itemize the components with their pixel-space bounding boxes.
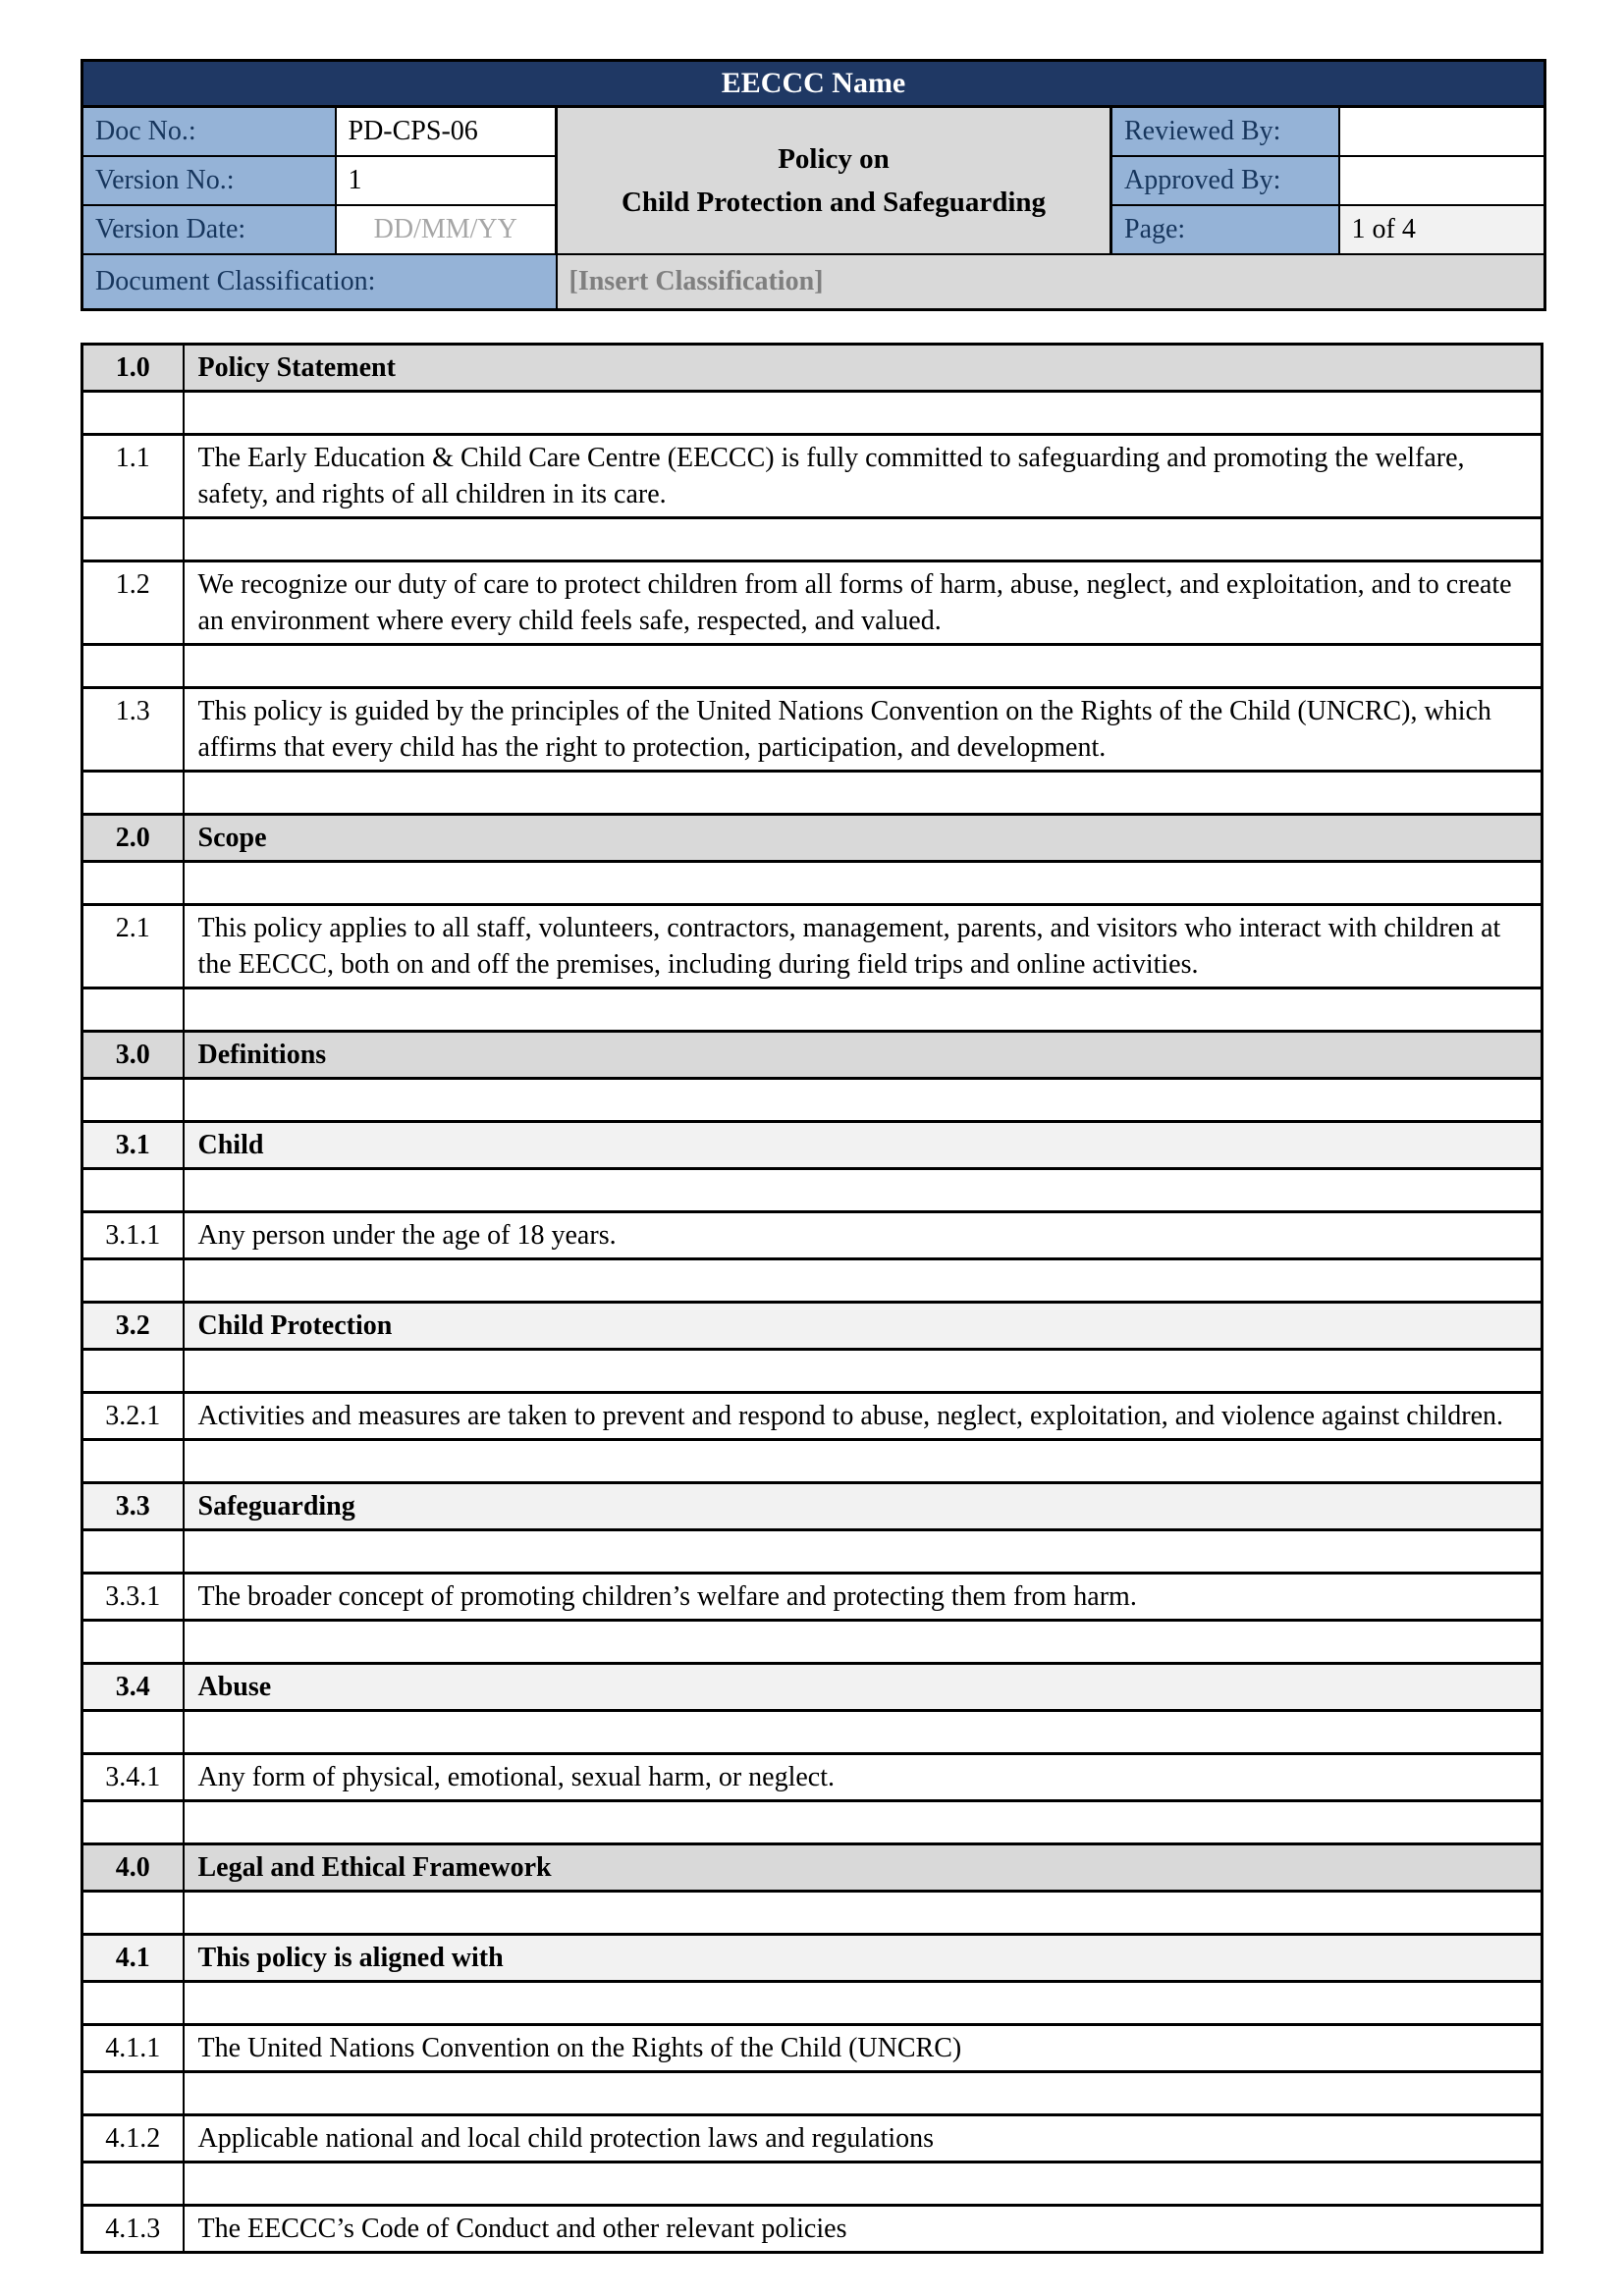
row-number: 3.4.1 xyxy=(82,1754,184,1801)
table-row xyxy=(82,1935,1543,1982)
row-number: 4.1 xyxy=(82,1935,184,1982)
row-number xyxy=(82,1982,184,2025)
row-text xyxy=(184,1982,1543,2025)
version-no-label: Version No.: xyxy=(82,156,336,205)
reviewed-by-value xyxy=(1339,107,1545,157)
row-text xyxy=(184,645,1543,688)
header-row-1 xyxy=(82,107,1545,157)
row-number: 3.3 xyxy=(82,1483,184,1530)
classification-label: Document Classification: xyxy=(82,254,557,310)
row-text xyxy=(184,1079,1543,1122)
row-number xyxy=(82,1350,184,1393)
table-row xyxy=(82,1259,1543,1303)
approved-by-label: Approved By: xyxy=(1111,156,1339,205)
table-row xyxy=(82,518,1543,561)
row-text xyxy=(184,988,1543,1032)
row-text xyxy=(184,2163,1543,2206)
row-text xyxy=(184,1259,1543,1303)
row-number xyxy=(82,1259,184,1303)
org-name-banner: EECCC Name xyxy=(82,61,1545,107)
row-text xyxy=(184,392,1543,435)
row-text: Scope xyxy=(184,815,1543,862)
row-number xyxy=(82,1169,184,1212)
row-text xyxy=(184,862,1543,905)
version-date-label: Version Date: xyxy=(82,205,336,254)
table-row xyxy=(82,988,1543,1032)
table-row xyxy=(82,345,1543,392)
row-text: This policy applies to all staff, volunteers, contractors, management, parents, and visitors who interact with children at the EECCC, both on and off the premises, including during field trips and online activities. xyxy=(184,905,1543,988)
table-row xyxy=(82,905,1543,988)
table-row xyxy=(82,1711,1543,1754)
row-number: 4.1.1 xyxy=(82,2025,184,2072)
row-text: Child xyxy=(184,1122,1543,1169)
document-title-line2: Child Protection and Safeguarding xyxy=(621,187,1047,218)
table-row xyxy=(82,1483,1543,1530)
row-text: Any form of physical, emotional, sexual harm, or neglect. xyxy=(184,1754,1543,1801)
row-number xyxy=(82,1892,184,1935)
table-row xyxy=(82,2072,1543,2115)
row-text xyxy=(184,1169,1543,1212)
row-number xyxy=(82,1440,184,1483)
row-number: 3.0 xyxy=(82,1032,184,1079)
document-title-line1: Policy on xyxy=(778,143,890,175)
table-row xyxy=(82,1754,1543,1801)
org-name-banner-row xyxy=(82,61,1545,107)
row-text xyxy=(184,1711,1543,1754)
row-text: We recognize our duty of care to protect children from all forms of harm, abuse, neglect, and exploitation, and to create an environment where every child feels safe, respected, and valued. xyxy=(184,561,1543,645)
row-text xyxy=(184,2072,1543,2115)
table-row xyxy=(82,1212,1543,1259)
table-row xyxy=(82,561,1543,645)
row-number xyxy=(82,1530,184,1574)
table-row xyxy=(82,815,1543,862)
reviewed-by-label: Reviewed By: xyxy=(1111,107,1339,157)
row-text: Abuse xyxy=(184,1664,1543,1711)
table-row xyxy=(82,2163,1543,2206)
table-row xyxy=(82,1350,1543,1393)
version-no-value: 1 xyxy=(336,156,557,205)
page-value: 1 of 4 xyxy=(1339,205,1545,254)
table-row xyxy=(82,1574,1543,1621)
table-row xyxy=(82,1892,1543,1935)
row-number xyxy=(82,2163,184,2206)
row-number xyxy=(82,772,184,815)
row-number: 4.1.3 xyxy=(82,2206,184,2253)
classification-row xyxy=(82,254,1545,310)
row-text xyxy=(184,1892,1543,1935)
row-number xyxy=(82,392,184,435)
table-row xyxy=(82,1303,1543,1350)
row-text xyxy=(184,1801,1543,1844)
policy-table xyxy=(81,343,1543,2254)
version-date-value: DD/MM/YY xyxy=(336,205,557,254)
row-number: 3.2 xyxy=(82,1303,184,1350)
doc-no-label: Doc No.: xyxy=(82,107,336,157)
row-number: 2.0 xyxy=(82,815,184,862)
row-number: 1.3 xyxy=(82,688,184,772)
row-text: This policy is aligned with xyxy=(184,1935,1543,1982)
row-text: The EECCC’s Code of Conduct and other relevant policies xyxy=(184,2206,1543,2253)
table-row xyxy=(82,1982,1543,2025)
row-text: Activities and measures are taken to prevent and respond to abuse, neglect, exploitation, and violence against children. xyxy=(184,1393,1543,1440)
table-row xyxy=(82,1169,1543,1212)
table-row xyxy=(82,392,1543,435)
row-number xyxy=(82,518,184,561)
row-number xyxy=(82,1079,184,1122)
row-text: The broader concept of promoting children’s welfare and protecting them from harm. xyxy=(184,1574,1543,1621)
row-number xyxy=(82,645,184,688)
row-number: 2.1 xyxy=(82,905,184,988)
row-number xyxy=(82,1801,184,1844)
table-row xyxy=(82,1844,1543,1892)
doc-no-value: PD-CPS-06 xyxy=(336,107,557,157)
row-number: 3.2.1 xyxy=(82,1393,184,1440)
table-row xyxy=(82,645,1543,688)
row-number: 3.1.1 xyxy=(82,1212,184,1259)
row-number xyxy=(82,1621,184,1664)
row-text xyxy=(184,1440,1543,1483)
table-row xyxy=(82,2025,1543,2072)
table-row xyxy=(82,862,1543,905)
row-number xyxy=(82,1711,184,1754)
table-row xyxy=(82,1621,1543,1664)
row-text: The United Nations Convention on the Rights of the Child (UNCRC) xyxy=(184,2025,1543,2072)
approved-by-value xyxy=(1339,156,1545,205)
row-number: 4.1.2 xyxy=(82,2115,184,2163)
table-row xyxy=(82,1032,1543,1079)
table-row xyxy=(82,1801,1543,1844)
row-number: 3.1 xyxy=(82,1122,184,1169)
row-number: 3.3.1 xyxy=(82,1574,184,1621)
row-text: This policy is guided by the principles of the United Nations Convention on the Rights of the Child (UNCRC), which affirms that every child has the right to protection, participation, and development. xyxy=(184,688,1543,772)
row-text: Applicable national and local child protection laws and regulations xyxy=(184,2115,1543,2163)
row-text: Policy Statement xyxy=(184,345,1543,392)
row-text xyxy=(184,1621,1543,1664)
table-row xyxy=(82,2206,1543,2253)
table-row xyxy=(82,1440,1543,1483)
document-title xyxy=(557,107,1111,255)
row-text: The Early Education & Child Care Centre (EECCC) is fully committed to safeguarding and promoting the welfare, safety, and rights of all children in its care. xyxy=(184,435,1543,518)
row-number xyxy=(82,2072,184,2115)
table-row xyxy=(82,1393,1543,1440)
table-row xyxy=(82,688,1543,772)
table-row xyxy=(82,435,1543,518)
row-number: 4.0 xyxy=(82,1844,184,1892)
table-row xyxy=(82,2115,1543,2163)
row-text: Safeguarding xyxy=(184,1483,1543,1530)
row-number: 1.0 xyxy=(82,345,184,392)
table-row xyxy=(82,772,1543,815)
row-number: 3.4 xyxy=(82,1664,184,1711)
row-text xyxy=(184,518,1543,561)
row-number xyxy=(82,862,184,905)
row-number: 1.2 xyxy=(82,561,184,645)
row-number: 1.1 xyxy=(82,435,184,518)
classification-value: [Insert Classification] xyxy=(557,254,1545,310)
page-label: Page: xyxy=(1111,205,1339,254)
row-text: Definitions xyxy=(184,1032,1543,1079)
row-text: Any person under the age of 18 years. xyxy=(184,1212,1543,1259)
table-row xyxy=(82,1664,1543,1711)
table-row xyxy=(82,1122,1543,1169)
row-number xyxy=(82,988,184,1032)
row-text xyxy=(184,1350,1543,1393)
row-text: Legal and Ethical Framework xyxy=(184,1844,1543,1892)
document-header-table xyxy=(81,59,1546,311)
row-text xyxy=(184,772,1543,815)
row-text: Child Protection xyxy=(184,1303,1543,1350)
table-row xyxy=(82,1530,1543,1574)
policy-table-body xyxy=(82,345,1543,2253)
row-text xyxy=(184,1530,1543,1574)
table-row xyxy=(82,1079,1543,1122)
